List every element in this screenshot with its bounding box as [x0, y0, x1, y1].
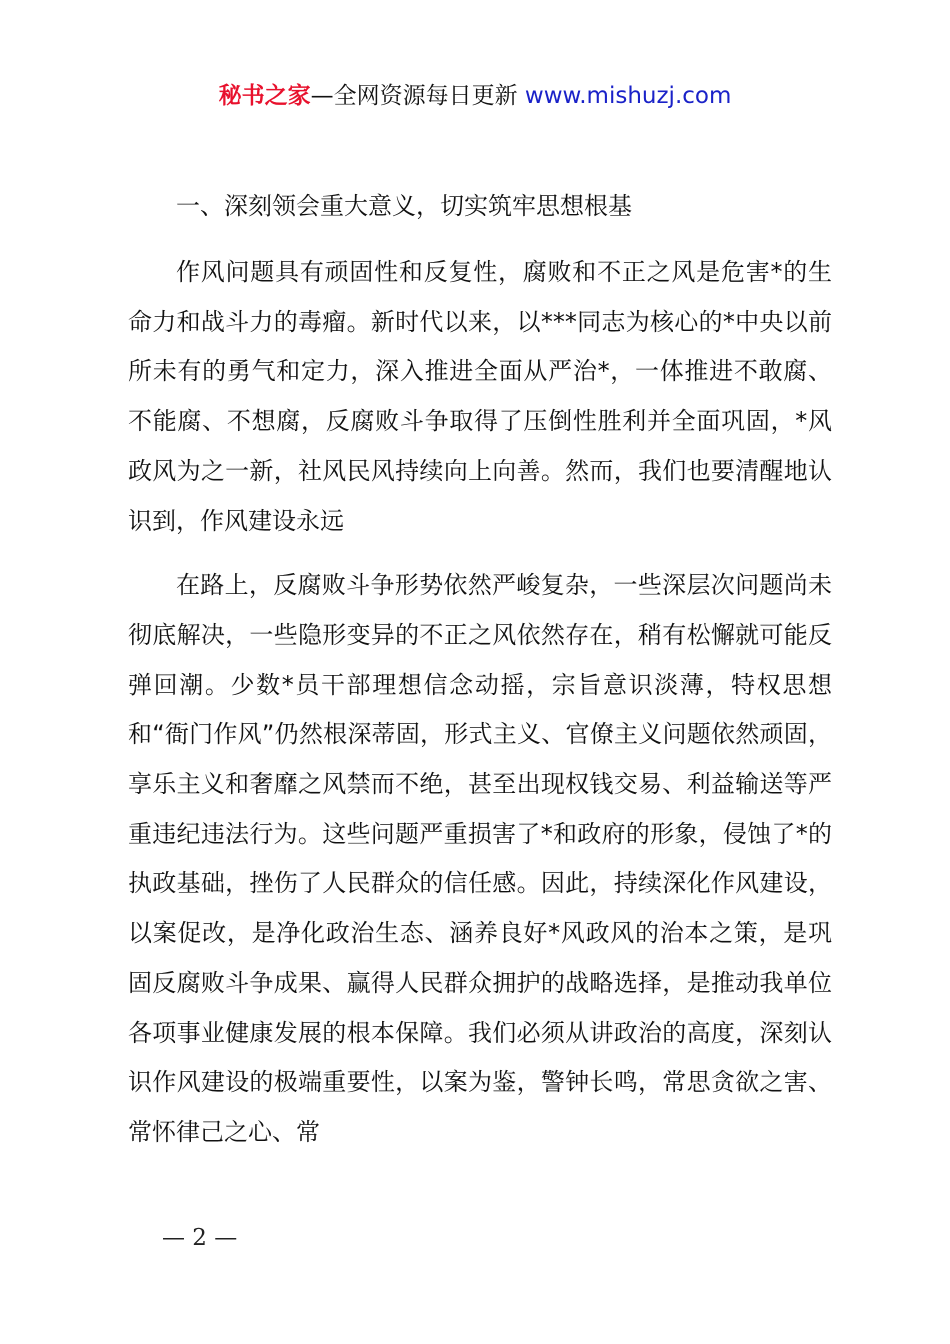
body-paragraph: 在路上，反腐败斗争形势依然严峻复杂，一些深层次问题尚未彻底解决，一些隐形变异的不正之风依然存在，稍有松懈就可能反弹回潮。少数*员干部理想信念动摇，宗旨意识淡薄，特权思想和“衙门作风”仍然根深蒂固，形式主义、官僚主义问题依然顽固，享乐主义和奢靡之风禁而不绝，甚至出现权钱交易、利益输送等严重违纪违法行为。这些问题严重损害了*和政府的形象，侵蚀了*的执政基础，挫伤了人民群众的信任感。因此，持续深化作风建设，以案促改，是净化政治生态、涵养良好*风政风的治本之策，是巩固反腐败斗争成果、赢得人民群众拥护的战略选择，是推动我单位各项事业健康发展的根本保障。我们必须从讲政治的高度，深刻认识作风建设的极端重要性，以案为鉴，警钟长鸣，常思贪欲之害、常怀律己之心、常	[128, 571, 832, 1146]
page-number: — 2 —	[162, 1225, 238, 1251]
banner-tagline: —全网资源每日更新	[310, 83, 518, 109]
body-paragraph: 作风问题具有顽固性和反复性，腐败和不正之风是危害*的生命力和战斗力的毒瘤。新时代以来，以***同志为核心的*中央以前所未有的勇气和定力，深入推进全面从严治*，一体推进不敢腐、不能腐、不想腐，反腐败斗争取得了压倒性胜利并全面巩固，*风政风为之一新，社风民风持续向上向善。然而，我们也要清醒地认识到，作风建设永远	[128, 258, 832, 535]
document-body	[128, 186, 832, 1158]
site-banner	[0, 78, 950, 114]
site-url-link[interactable]: www.mishuzj.com	[524, 83, 732, 109]
section-heading: 一、深刻领会重大意义，切实筑牢思想根基	[176, 192, 632, 220]
brand-name: 秘书之家	[218, 83, 311, 109]
